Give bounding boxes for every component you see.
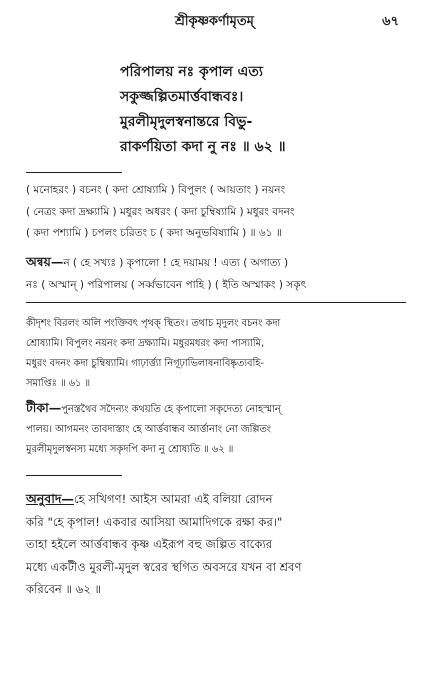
tika-line: পালয়। আগমনং তাবদাস্তাং হে আর্ত্তবান্ধব আর্ত্তানাং নো জল্পিতং bbox=[26, 424, 271, 435]
commentary-line: ( নেত্রং কদা দ্রক্ষ্যামি ) মধুরং অধরং ( কদা চুম্বিষ্যামি ) মধুরং বদনং bbox=[26, 205, 295, 218]
section-divider bbox=[26, 172, 122, 173]
section-divider bbox=[26, 475, 122, 476]
translation-line: তাহা হইলে আর্ত্তবান্ধব কৃষ্ণ এইরূপ বহু জল্পিত বাক্যের bbox=[26, 537, 273, 551]
anvaya-line: নঃ ( অস্মান্ ) পরিপালয় ( সর্ব্বভাবেন পাহি ) ( ইতি অস্মাকং ) সকৃৎ bbox=[26, 278, 307, 291]
tika-label: টীকা— bbox=[26, 400, 62, 415]
tika-line: মুরলীমৃদুলস্বনস্য মধ্যে সকৃদপি কদা নু শ্রোষ্যতি ॥ ৬২ ॥ bbox=[26, 444, 234, 455]
running-title: শ্রীকৃষ্ণকর্ণামৃতম্ bbox=[175, 14, 254, 29]
translation-line: করি "হে কৃপাল! একবার আসিয়া আমাদিগকে রক্ষা কর।" bbox=[26, 514, 283, 529]
commentary-line: ( কদা পশ্যামি ) চপলং চরিতং চ ( কদা অনুভবিষ্যামি ) ॥ ৬১ ॥ bbox=[26, 227, 282, 239]
page-number: ৬৭ bbox=[382, 14, 399, 29]
commentary-block-1 bbox=[26, 180, 406, 245]
anvaya-line: ন ( হে সখ্যঃ ) কৃপালো ! হে দয়াময় ! এত্য ( অগাত্য ) bbox=[63, 257, 289, 269]
translation-block bbox=[26, 488, 406, 601]
translation-line: হে সখিগণ! আইস আমরা এই বলিয়া রোদন bbox=[73, 492, 273, 506]
section-divider bbox=[26, 302, 406, 303]
page-header bbox=[0, 12, 429, 36]
verse-line: পরিপালয় নঃ কৃপাল এত্য bbox=[120, 64, 263, 80]
commentary-line: কীদৃশং বিরলং অলি পংক্তিবৎ পৃথক্ স্থিতং। তথাচ মৃদুলং বচনং কদা bbox=[26, 318, 281, 329]
verse-line: রাকর্ণয়িতা কদা নু নঃ ॥ ৬২ ॥ bbox=[120, 139, 286, 155]
anvaya-block bbox=[26, 251, 406, 296]
verse-line: মুরলীমৃদুলস্বনান্তরে বিভু- bbox=[120, 114, 253, 130]
anvaya-label: অন্বয়— bbox=[26, 254, 64, 269]
translation-line: মধ্যে একটীও মুরলী-মৃদুল স্বরের স্থগিত অবসরে যখন বা শ্রবণ bbox=[26, 559, 302, 574]
verse-line: সকুজ্জল্পিতমার্ত্তবান্ধবঃ। bbox=[120, 89, 244, 105]
anuvad-label: অনুবাদ— bbox=[26, 491, 74, 506]
tika-line: পুনস্তথৈব সদৈন্যং কথয়তি হে কৃপালো সকৃদেত্য নোহস্মান্ bbox=[61, 404, 281, 415]
commentary-block-2 bbox=[26, 314, 406, 394]
sanskrit-verse bbox=[120, 60, 410, 160]
translation-line: করিবেন ॥ ৬২ ॥ bbox=[26, 582, 102, 596]
commentary-line: শ্রোষ্যামি। বিপুলং নয়নং কদা দ্রক্ষ্যামি। মধুরমধরং কদা পাস্যামি, bbox=[26, 338, 265, 349]
commentary-line: মধুরং বদনং কদা চুম্বিষ্যামি। গাঢ়ার্ত্ত্যা নিগূঢ়াভিলাষনাবিষ্কৃত্যবহি- bbox=[26, 358, 264, 369]
commentary-line: ( মনোহরং ) বচনং ( কদা শ্রোষ্যামি ) বিপুলং ( আয়তাং ) নয়নং bbox=[26, 184, 286, 196]
commentary-line: সমাপ্তিঃ ॥ ৬১ ॥ bbox=[26, 378, 90, 389]
tika-block bbox=[26, 398, 406, 460]
